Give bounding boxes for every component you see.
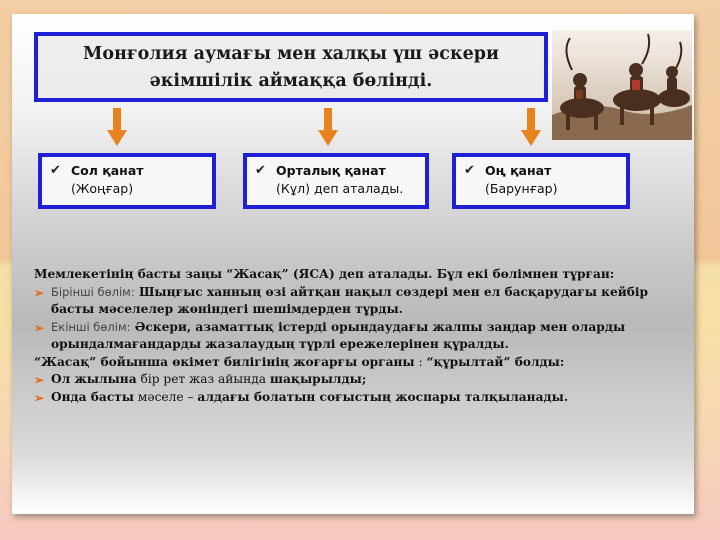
arrow-bullet-icon: ➢	[34, 320, 45, 335]
wing-note: (Жоңғар)	[71, 181, 134, 196]
wing-note: (Кұл) деп аталады.	[276, 181, 404, 196]
b1-b: бір рет жаз айында	[136, 372, 270, 386]
arrow-down-icon	[106, 108, 128, 148]
part2-text: Әскери, азаматтық істерді орындаудағы жалпы заңдар мен оларды орындалмағандарды жазалаудың түрлі ережелерінен құралды.	[51, 319, 626, 351]
b2-b: мәселе –	[134, 389, 198, 404]
kurultai-sep: :	[414, 354, 427, 369]
list-item	[34, 371, 694, 389]
wing-name: Орталық қанат	[276, 163, 386, 178]
arrow-bullet-icon: ➢	[34, 390, 45, 405]
kurultai-text-b: “құрылтай” болды:	[426, 354, 565, 369]
list-item	[34, 319, 694, 354]
part2-label: Екінші бөлім:	[51, 319, 131, 334]
title-line-1: Монғолия аумағы мен халқы үш әскери	[83, 44, 499, 64]
title-box	[34, 32, 548, 102]
kurultai-text-a: “Жасақ” бойынша өкімет билігінің жоғарғы органы	[34, 354, 415, 369]
intro-paragraph: Мемлекетінің басты заңы “Жасақ” (ЯСА) деп аталады. Бұл екі бөлімнен тұрған:	[34, 267, 615, 281]
check-icon: ✔	[50, 163, 61, 178]
wing-note: (Барунғар)	[485, 181, 558, 196]
wing-box-right	[452, 153, 630, 209]
wing-box-center	[243, 153, 429, 209]
check-icon: ✔	[464, 163, 475, 178]
b1-c: шақырылды;	[269, 372, 367, 386]
b2-a: Онда басты	[51, 389, 135, 404]
arrow-down-icon	[520, 108, 542, 148]
list-item	[34, 284, 694, 319]
wing-name: Сол қанат	[71, 163, 144, 178]
arrow-bullet-icon: ➢	[34, 373, 45, 387]
law-description	[34, 266, 694, 406]
list-item	[34, 389, 694, 407]
part1-label: Бірінші бөлім:	[51, 284, 135, 299]
wing-name: Оң қанат	[485, 163, 552, 178]
title-line-2: әкімшілік аймаққа бөлінді.	[149, 71, 433, 91]
horsemen-illustration	[552, 30, 692, 140]
kurultai-paragraph	[34, 354, 694, 372]
part1-text: Шыңғыс ханның өзі айтқан нақыл сөздері мен ел басқарудағы кейбір басты мәселелер жөніндегі шешімдерден тұрды.	[51, 284, 649, 316]
b2-c: алдағы болатын соғыстың жоспары талқыланады.	[197, 389, 569, 404]
check-icon: ✔	[255, 163, 266, 178]
wing-box-left	[38, 153, 216, 209]
b1-a: Ол жылына	[51, 372, 137, 386]
arrow-down-icon	[317, 108, 339, 148]
arrow-bullet-icon: ➢	[34, 285, 45, 300]
